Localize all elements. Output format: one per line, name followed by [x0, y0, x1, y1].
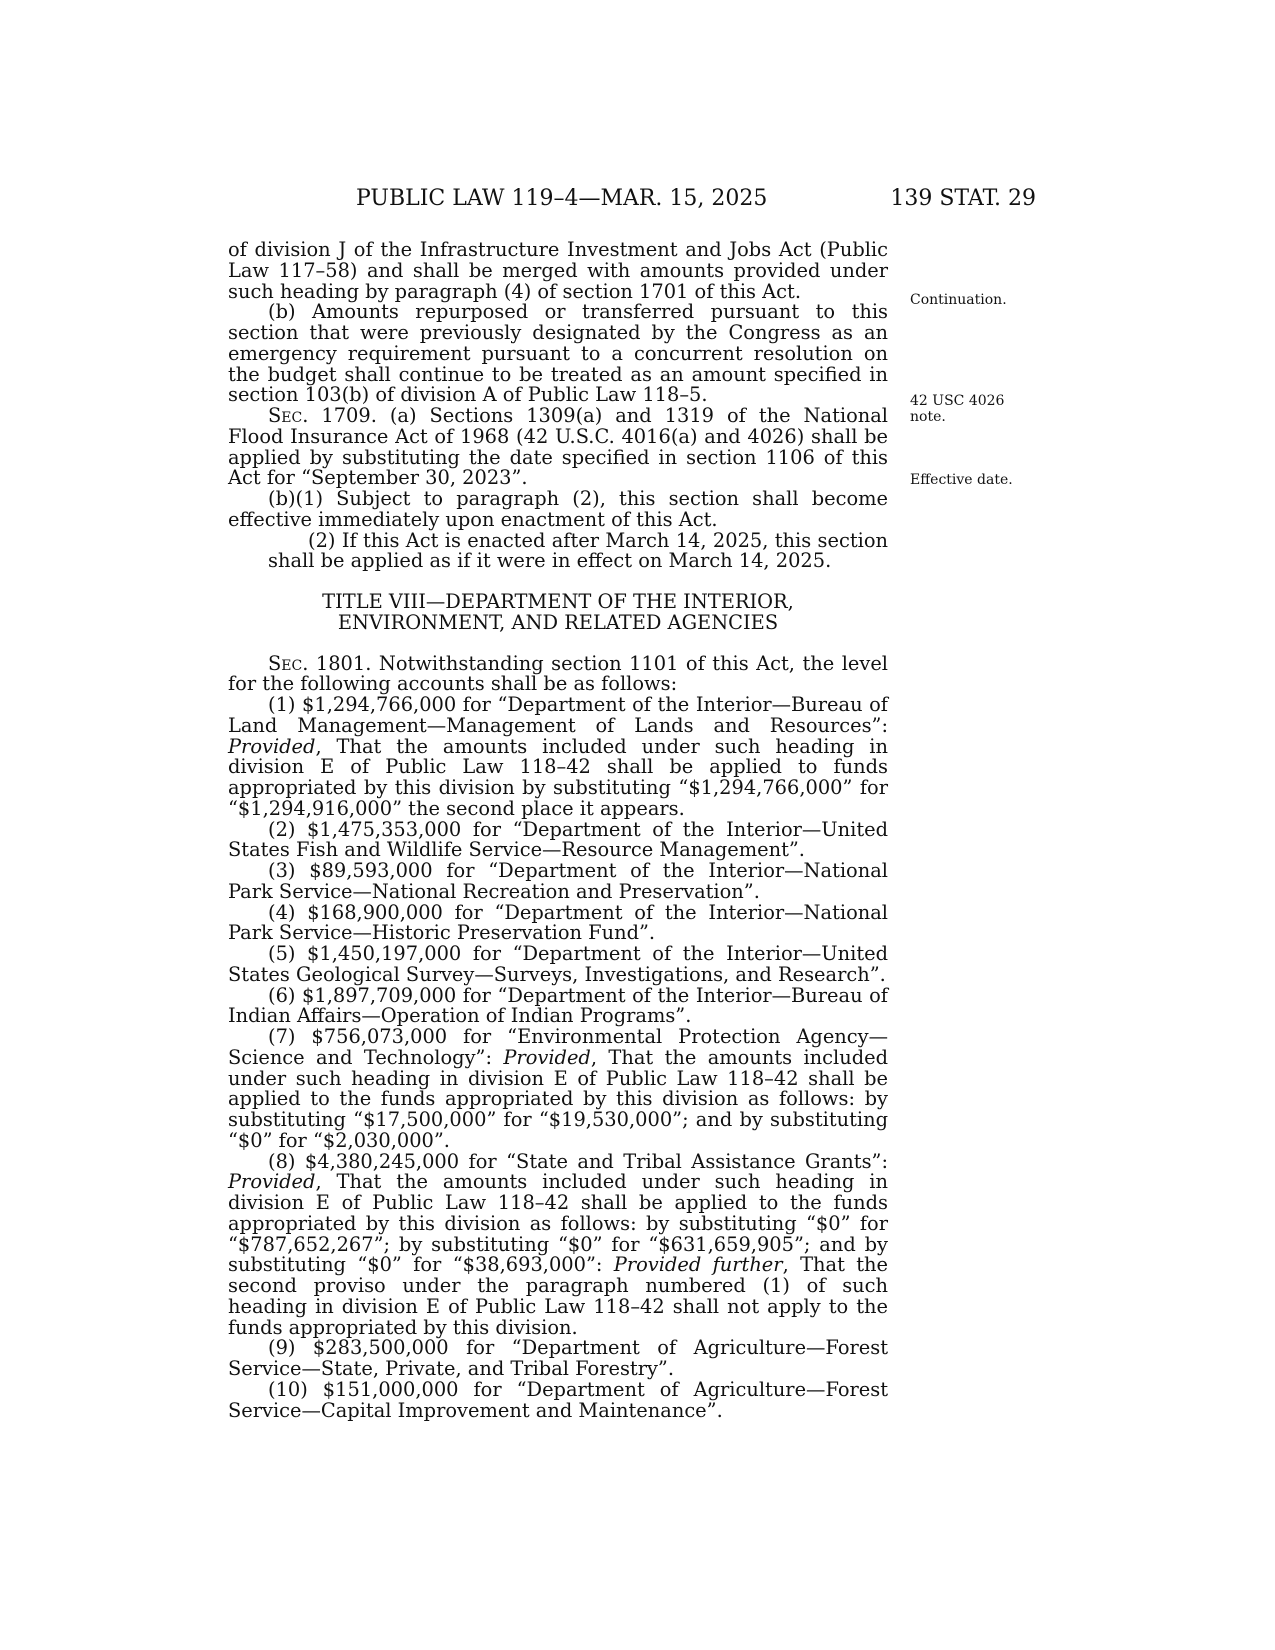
- paragraph-b: (b) Amounts repurposed or transferred pursuant to this section that were previously designated by the Congress as an emergency requirement pursuant to a concurrent resolution on the budget shall continue to be treated as an amount specified in section 103(b) of division A of Public Law 118–5.: [228, 300, 888, 407]
- title-heading-line2: ENVIRONMENT, AND RELATED AGENCIES: [337, 610, 779, 634]
- margin-note-effective-date: Effective date.: [910, 472, 1013, 488]
- margin-note-usc-line1: 42 USC 4026: [910, 393, 1005, 409]
- section-1709-b2: (2) If this Act is enacted after March 14, 2025, this section shall be applied as if it were in effect on March 14, 2025.: [268, 528, 888, 573]
- header-stat-page: 139 STAT. 29: [890, 186, 1036, 211]
- item-8: [228, 1149, 888, 1339]
- item-7: [228, 1027, 888, 1152]
- item-7-provided: Provided: [503, 1045, 591, 1069]
- item-7-text-c: , That the amounts included under such heading in division E of Public Law 118–42 shall be applied to the funds appropriated by this division as follows: by substituting “$17,500,000” for “$19,530,000”; and by substituting “$0” for “$2,030,000”.: [228, 1045, 888, 1152]
- section-1801-text: 1801. Notwithstanding section 1101 of this Act, the level for the following accounts shall be as follows:: [228, 651, 888, 696]
- item-1-provided: Provided: [228, 734, 316, 758]
- item-1-text-c: , That the amounts included under such heading in division E of Public Law 118–42 shall be applied to funds appropriated by this division by substituting “$1,294,766,000” for “$1,294,916,000” the second place it appears.: [228, 734, 888, 820]
- item-6: (6) $1,897,709,000 for “Department of the Interior—Bureau of Indian Affairs—Operation of Indian Programs”.: [228, 983, 888, 1028]
- item-3: (3) $89,593,000 for “Department of the Interior—National Park Service—National Recreation and Preservation”.: [228, 859, 888, 903]
- margin-note-usc-line2: note.: [910, 409, 946, 425]
- spacer: [228, 634, 888, 654]
- section-1709-text: 1709. (a) Sections 1309(a) and 1319 of the National Flood Insurance Act of 1968 (42 U.S.C. 4016(a) and 4026) shall be applied by substituting the date specified in section 1106 of this Act for “September 30, 2023”.: [228, 404, 888, 490]
- section-1709-b1: (b)(1) Subject to paragraph (2), this section shall become effective immediately upon enactment of this Act.: [228, 487, 888, 531]
- margin-note-usc: [910, 393, 1020, 425]
- item-1: [228, 695, 888, 820]
- section-label: Sec.: [268, 404, 309, 427]
- running-header: [356, 186, 1036, 216]
- header-title: PUBLIC LAW 119–4—MAR. 15, 2025: [356, 186, 768, 211]
- item-1-text-a: (1) $1,294,766,000 for “Department of the Interior—Bureau of Land Management—Management of Lands and Resources”:: [228, 693, 888, 737]
- paragraph-continued: of division J of the Infrastructure Investment and Jobs Act (Public Law 117–58) and shall be merged with amounts provided under such heading by paragraph (4) of section 1701 of this Act.: [228, 238, 888, 303]
- margin-note-continuation: Continuation.: [910, 292, 1007, 308]
- item-9: (9) $283,500,000 for “Department of Agriculture—Forest Service—State, Private, and Tribal Forestry”.: [228, 1336, 888, 1380]
- spacer: [228, 572, 888, 592]
- item-7-text-a: (7) $756,073,000 for “Environmental Protection Agency—Science and Technology”:: [228, 1025, 888, 1069]
- document-body: [228, 240, 888, 1421]
- item-10: (10) $151,000,000 for “Department of Agriculture—Forest Service—Capital Improvement and Maintenance”.: [228, 1377, 888, 1422]
- item-8-text-c: , That the amounts included under such heading in division E of Public Law 118–42 shall be applied to the funds appropriated by this division as follows: by substituting “$0” for “$787,652,267”; by substituting “$0” for “$631,659,905”; and by substituting “$0” for “$38,693,000”:: [228, 1170, 888, 1277]
- item-8-text-e: , That the second proviso under the paragraph numbered (1) of such heading in division E of Public Law 118–42 shall not apply to the funds appropriated by this division.: [228, 1253, 888, 1339]
- title-heading-line1: TITLE VIII—DEPARTMENT OF THE INTERIOR,: [322, 590, 794, 613]
- section-label: Sec.: [268, 651, 309, 675]
- item-5: (5) $1,450,197,000 for “Department of the Interior—United States Geological Survey—Surveys, Investigations, and Research”.: [228, 942, 888, 986]
- item-4: (4) $168,900,000 for “Department of the Interior—National Park Service—Historic Preservation Fund”.: [228, 900, 888, 945]
- item-8-text-a: (8) $4,380,245,000 for “State and Tribal Assistance Grants”:: [268, 1149, 888, 1173]
- section-1709-a: [228, 406, 888, 489]
- item-8-provided: Provided: [228, 1170, 316, 1194]
- item-8-provided-further: Provided further: [613, 1253, 783, 1277]
- item-2: (2) $1,475,353,000 for “Department of the Interior—United States Fish and Wildlife Service—Resource Management”.: [228, 817, 888, 862]
- section-1801: [228, 651, 888, 696]
